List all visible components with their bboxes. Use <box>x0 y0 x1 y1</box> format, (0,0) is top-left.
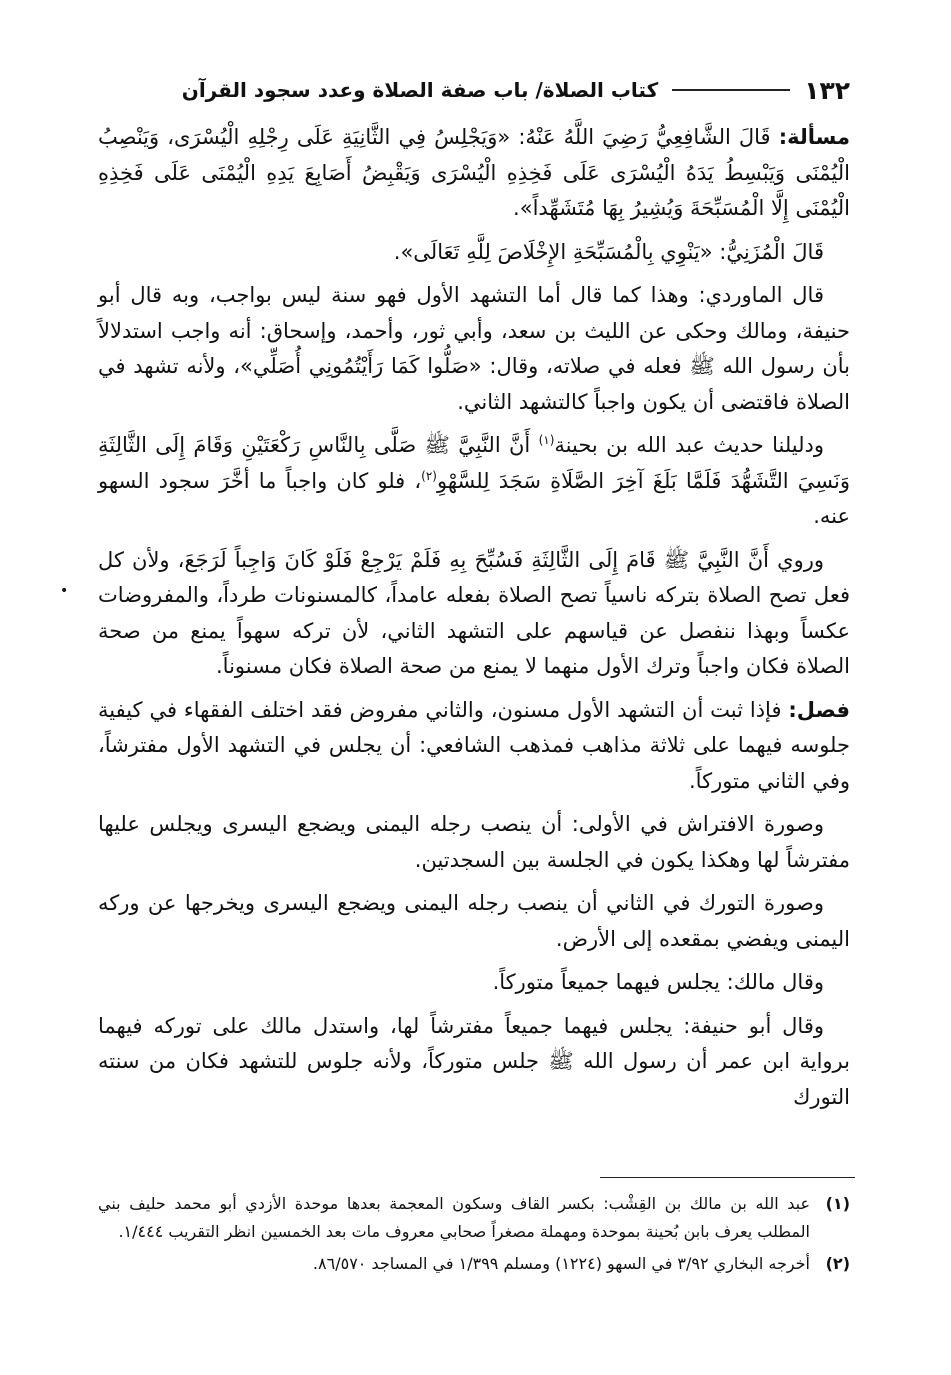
paragraph-muzani <box>98 235 850 271</box>
footnotes <box>98 1190 850 1282</box>
page-header <box>88 72 850 108</box>
paragraph-masala <box>98 120 850 227</box>
paragraph-abu-hanifa <box>98 1009 850 1116</box>
footnote-number: (١) <box>825 1194 850 1213</box>
paragraph-evidence <box>98 428 850 535</box>
footnote-number: (٢) <box>825 1254 850 1273</box>
paragraph-text: ودليلنا حديث عبد الله بن بحينة <box>554 433 824 457</box>
footnote-1 <box>98 1190 850 1246</box>
footnote-text: عبد الله بن مالك بن القِشْب: بكسر القاف وسكون المعجمة بعدها موحدة الأزدي أبو محمد حليف بني المطلب يعرف بابن بُحينة بموحدة ومهملة مصغراً صحابي معروف مات بعد الخمسين انظر التقريب ١/٤٤٤. <box>98 1194 810 1241</box>
footnote-separator <box>600 1177 855 1178</box>
paragraph-text: قَالَ الشَّافِعِيُّ رَضِيَ اللَّهُ عَنْهُ: «وَيَجْلِسُ فِي الثَّانِيَةِ عَلَى رِجْلِهِ الْيُسْرَى، وَيَنْصِبُ الْيُمْنَى وَيَبْسِطُ يَدَهُ الْيُسْرَى عَلَى فَخِذِهِ الْيُسْرَى وَيَقْبِضُ أَصَابِعَ يَدِهِ الْيُمْنَى عَلَى فَخِذِهِ الْيُمْنَى إِلَّا الْمُسَبِّحَةَ وَيُشِيرُ بِهَا مُتَشَهِّداً». <box>98 125 850 220</box>
margin-bullet: • <box>60 583 69 599</box>
paragraph-text: فإذا ثبت أن التشهد الأول مسنون، والثاني مفروض فقد اختلف الفقهاء في كيفية جلوسه فيهما على ثلاثة مذاهب فمذهب الشافعي: أن يجلس في التشهد الأول مفترشاً، وفي الثاني متوركاً. <box>98 697 850 793</box>
paragraph-fasl <box>98 693 850 800</box>
paragraph-text: وقال مالك: يجلس فيهما جميعاً متوركاً. <box>492 970 824 994</box>
running-title: كتاب الصلاة/ باب صفة الصلاة وعدد سجود القرآن <box>181 78 659 102</box>
footnote-ref-1[interactable]: (١) <box>538 433 555 447</box>
paragraph-tawarruk <box>98 886 850 957</box>
paragraph-text: وصورة الافتراش في الأولى: أن ينصب رجله اليمنى ويضجع اليسرى ويجلس عليها مفترشاً لها وهكذا يكون في الجلسة بين السجدتين. <box>98 812 850 872</box>
footnote-2 <box>98 1250 850 1278</box>
paragraph-text: أَنَّ النَّبِيَّ ﷺ صَلَّى بِالنَّاسِ رَكْعَتَيْنِ وَقَامَ إِلَى الثَّالِثَةِ وَنَسِيَ التَّشَهُّدَ فَلَمَّا بَلَغَ آخِرَ الصَّلَاةِ سَجَدَ لِلسَّهْوِ <box>98 433 850 493</box>
page-number: ١٣٢ <box>804 75 850 105</box>
paragraph-narration <box>98 543 850 685</box>
paragraph-text: ، فلو كان واجباً ما أخَّرَ سجود السهو عنه. <box>98 468 850 528</box>
paragraph-malik <box>98 965 850 1001</box>
paragraph-text: وروي أَنَّ النَّبِيَّ ﷺ قَامَ إِلَى الثَّالِثَةِ فَسُبِّحَ بِهِ فَلَمْ يَرْجِعْ فَلَوْ كَانَ وَاجِباً لَرَجَعَ، ولأن كل فعل تصح الصلاة بتركه ناسياً تصح الصلاة بفعله عامداً، كالمسنونات طرداً، والمفروضات عكساً وبهذا ننفصل عن قياسهم على التشهد الثاني، لأن تركه سهواً يمنع من صحة الصلاة فكان واجباً وترك الأول منهما لا يمنع من صحة الصلاة فكان مسنوناً. <box>98 547 850 678</box>
footnote-ref-2[interactable]: (٢) <box>421 468 437 483</box>
paragraph-iftirash <box>98 807 850 878</box>
main-text <box>98 120 850 1123</box>
paragraph-text: وقال أبو حنيفة: يجلس فيهما جميعاً مفترشاً لها، واستدل مالك على توركه فيهما برواية ابن عمر أن رسول الله ﷺ جلس متوركاً، ولأنه جلوس للتشهد فكان من سنته التورك <box>98 1013 850 1109</box>
footnote-text: أخرجه البخاري ٣/٩٢ في السهو (١٢٢٤) ومسلم ١/٣٩٩ في المساجد ٨٦/٥٧٠. <box>312 1254 810 1273</box>
masala-keyword: مسألة: <box>778 125 850 149</box>
paragraph-text: قال الماوردي: وهذا كما قال أما التشهد الأول فهو سنة ليس بواجب، وبه قال أبو حنيفة، ومالك وحكى عن الليث بن سعد، وأبي ثور، وأحمد، وإسحاق: أنه واجب استدلالاً بأن رسول الله ﷺ فعله في صلاته، وقال: «صَلُّوا كَمَا رَأَيْتُمُونِي أُصَلِّي»، ولأنه تشهد في الصلاة فاقتضى أن يكون واجباً كالتشهد الثاني. <box>98 283 850 414</box>
paragraph-text: وصورة التورك في الثاني أن ينصب رجله اليمنى ويضجع اليسرى ويخرجها عن وركه اليمنى ويفضي بمقعده إلى الأرض. <box>98 891 850 951</box>
paragraph-text: قَالَ الْمُزَنِيُّ: «يَنْوِي بِالْمُسَبِّحَةِ الإِخْلَاصَ لِلَّهِ تَعَالَى». <box>393 239 824 264</box>
paragraph-mawardi <box>98 278 850 420</box>
fasl-keyword: فصل: <box>788 697 850 722</box>
header-rule <box>672 89 790 91</box>
